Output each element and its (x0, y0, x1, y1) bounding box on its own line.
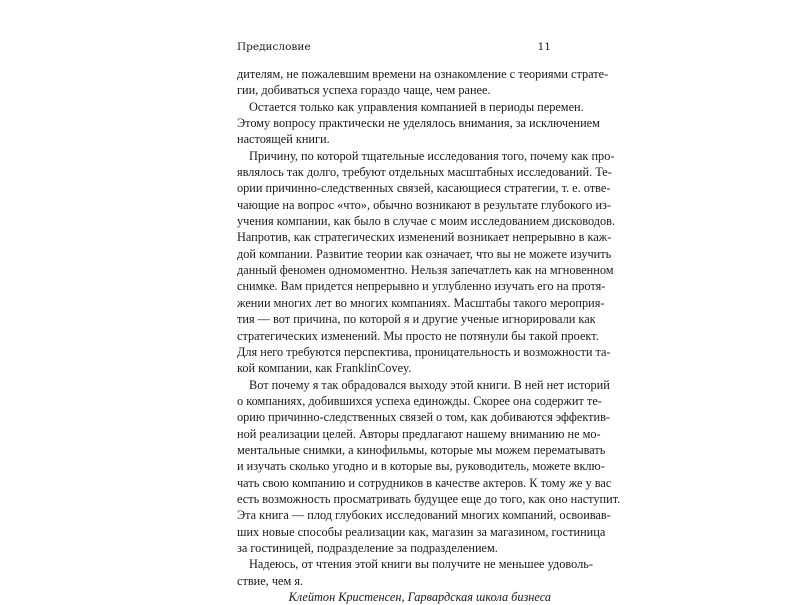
running-header (237, 40, 551, 54)
text-line: Причину, по которой тщательные исследования того, почему как про- (249, 148, 615, 163)
text-line: орию причинно-следственных связей о том, как добиваются эффектив- (237, 410, 611, 425)
body-text (237, 66, 621, 605)
text-line: данный феномен одномоментно. Нельзя запечатлеть как на мгновенном (237, 263, 614, 278)
signature-line: Клейтон Кристенсен, Гарвардская школа бизнеса (288, 590, 551, 604)
text-line: чающие на вопрос «что», обычно возникают в результате глубокого из- (237, 197, 611, 212)
text-line: жении многих лет во многих компаниях. Масштабы такого мероприя- (237, 295, 605, 310)
text-line: Остается только как управления компанией в периоды перемен. (249, 99, 584, 114)
chapter-title: Предисловие (237, 41, 311, 53)
text-line: Этому вопросу практически не уделялось внимания, за исключением (237, 116, 600, 131)
text-line: тия — вот причина, по которой я и другие ученые игнорировали как (237, 312, 596, 327)
text-line: о компаниях, добившихся успеха единожды. Скорее она содержит те- (237, 393, 602, 408)
text-line: дой компании. Развитие теории как означает, что вы не можете изучить (237, 246, 612, 261)
text-line: стратегических изменений. Мы просто не потянули бы такой проект. (237, 328, 599, 343)
text-line: снимке. Вам придется непрерывно и углубленно изучать его на протя- (237, 279, 606, 294)
text-line: есть возможность просматривать будущее еще до того, как оно наступит. (237, 491, 621, 506)
text-line: ствие, чем я. (237, 573, 304, 588)
text-line: за гостиницей, подразделение за подразделением. (237, 540, 498, 555)
text-line: настоящей книги. (237, 132, 330, 147)
text-line: ших новые способы реализации как, магазин за магазином, гостиница (237, 524, 606, 539)
text-line: являлось так долго, требуют отдельных масштабных исследований. Те- (237, 165, 612, 180)
text-line: ории причинно-следственных связей, касающиеся стратегии, т. е. отве- (237, 181, 611, 196)
text-line: кой компании, как FranklinCovey. (237, 361, 412, 376)
page-number: 11 (537, 41, 551, 53)
text-line: Для него требуются перспектива, проницательность и возможности та- (237, 344, 611, 359)
text-line: гии, добиваться успеха гораздо чаще, чем ранее. (237, 83, 491, 98)
text-line: Вот почему я так обрадовался выходу этой книги. В ней нет историй (249, 377, 610, 392)
text-line: ной реализации целей. Авторы предлагают нашему вниманию не мо- (237, 426, 601, 441)
text-line: ментальные снимки, а кинофильмы, которые мы можем перематывать (237, 442, 606, 457)
text-line: дителям, не пожалевшим времени на ознакомление с теориями страте- (237, 67, 609, 81)
text-line: и изучать сколько угодно и в которые вы, руководитель, можете вклю- (237, 459, 605, 474)
text-line: Надеюсь, от чтения этой книги вы получите не меньшее удоволь- (249, 557, 593, 572)
text-line: учения компании, как было в случае с моим исследованием дисководов. (237, 214, 616, 229)
text-line: Эта книга — плод глубоких исследований многих компаний, освоивав- (237, 508, 611, 523)
text-line: Напротив, как стратегических изменений возникает непрерывно в каж- (237, 230, 612, 245)
text-line: чать свою компанию и сотрудников в качестве актеров. К тому же у вас (237, 475, 612, 490)
